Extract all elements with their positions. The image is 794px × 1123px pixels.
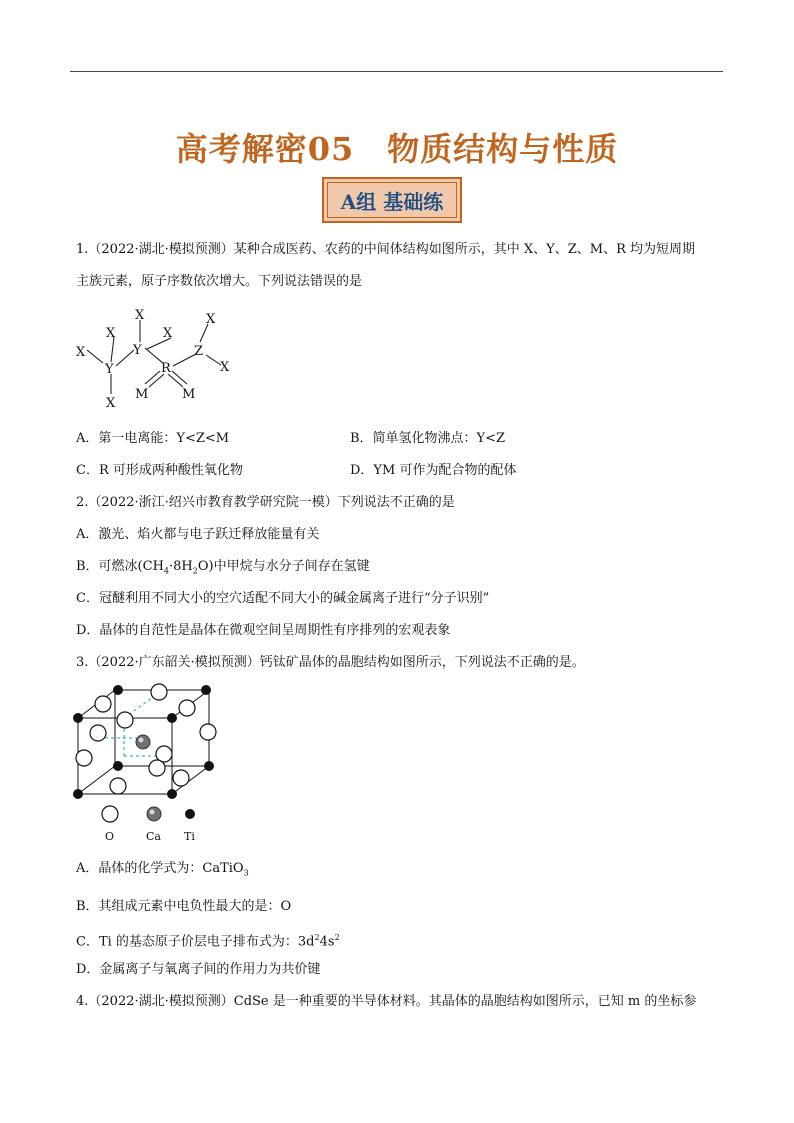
q1-option-c: C．R 可形成两种酸性氧化物 [76, 463, 243, 478]
atom-z-label: Z [194, 344, 204, 359]
q2-option-b-post: O)中甲烷与水分子间存在氢键 [197, 559, 370, 574]
q3-option-c-mid: 4s [319, 934, 335, 950]
q2-option-b [76, 558, 370, 581]
q3-option-b: B．其组成元素中电负性最大的是：O [76, 899, 292, 914]
atom-r-label: R [161, 361, 171, 376]
q1-structure-diagram [70, 302, 250, 414]
group-label-inner [327, 182, 457, 218]
page-title: 高考解密05 物质结构与性质 [175, 130, 619, 168]
q3-option-a [76, 860, 249, 883]
q2-option-b-mid: ·8H [169, 559, 193, 574]
q2-option-b-pre: B．可燃冰(CH [76, 559, 164, 574]
atom-x-label: X [106, 396, 116, 411]
header-rule [70, 71, 723, 72]
atom-x-label: X [76, 345, 86, 360]
q3-option-d: D．金属离子与氧离子间的作用力为共价键 [76, 962, 321, 977]
q1-option-a: A．第一电离能：Y<Z<M [76, 431, 230, 446]
atom-x-label: X [163, 326, 173, 341]
atom-m-label: M [182, 387, 196, 402]
group-label: A组 基础练 [340, 189, 444, 214]
q3-option-c-pre: C．Ti 的基态原子价层电子排布式为：3d [76, 934, 315, 950]
q1-stem-line1: 1.（2022·湖北·模拟预测）某种合成医药、农药的中间体结构如图所示，其中 X、Y、Z、M、R 均为短周期 [76, 242, 695, 257]
q3-option-c [76, 929, 340, 951]
q3-stem: 3.（2022·广东韶关·模拟预测）钙钛矿晶体的晶胞结构如图所示，下列说法不正确的是。 [76, 655, 585, 670]
q2-option-a: A．激光、焰火都与电子跃迁释放能量有关 [76, 527, 320, 542]
q3-option-c-sup1: 2 [314, 933, 320, 942]
q1-stem-line2: 主族元素，原子序数依次增大。下列说法错误的是 [76, 274, 363, 289]
atom-m-label: M [135, 387, 149, 402]
atom-x-label: X [106, 326, 116, 341]
q3-option-a-pre: A．晶体的化学式为：CaTiO [76, 861, 244, 876]
atom-x-label: X [135, 308, 145, 323]
q1-option-b: B．简单氢化物沸点：Y<Z [350, 431, 506, 446]
q3-option-a-sub: 3 [243, 868, 249, 878]
legend-ti-label: Ti [184, 830, 195, 843]
atom-y-label: Y [133, 343, 142, 358]
q2-option-d: D．晶体的自范性是晶体在微观空间呈周期性有序排列的宏观表象 [76, 623, 451, 638]
legend-o-label: O [105, 830, 115, 843]
atom-x-label: X [220, 360, 230, 375]
q1-option-d: D．YM 可作为配合物的配体 [350, 463, 517, 478]
legend-ca-label: Ca [146, 830, 161, 843]
atom-y-label: Y [105, 362, 114, 377]
q2-stem: 2.（2022·浙江·绍兴市教育教学研究院一模）下列说法不正确的是 [76, 495, 455, 510]
q3-perovskite-unit-cell-diagram [70, 680, 230, 846]
q2-option-b-sub2: 2 [192, 566, 198, 576]
q4-stem: 4.（2022·湖北·模拟预测）CdSe 是一种重要的半导体材料。其晶体的晶胞结构如图所示，已知 m 的坐标参 [76, 994, 697, 1009]
q3-option-c-sup2: 2 [334, 933, 340, 942]
q2-option-b-sub1: 4 [163, 566, 170, 576]
atom-x-label: X [206, 312, 216, 327]
group-label-box [322, 177, 462, 223]
q2-option-c: C．冠醚利用不同大小的空穴适配不同大小的碱金属离子进行“分子识别” [76, 591, 490, 606]
